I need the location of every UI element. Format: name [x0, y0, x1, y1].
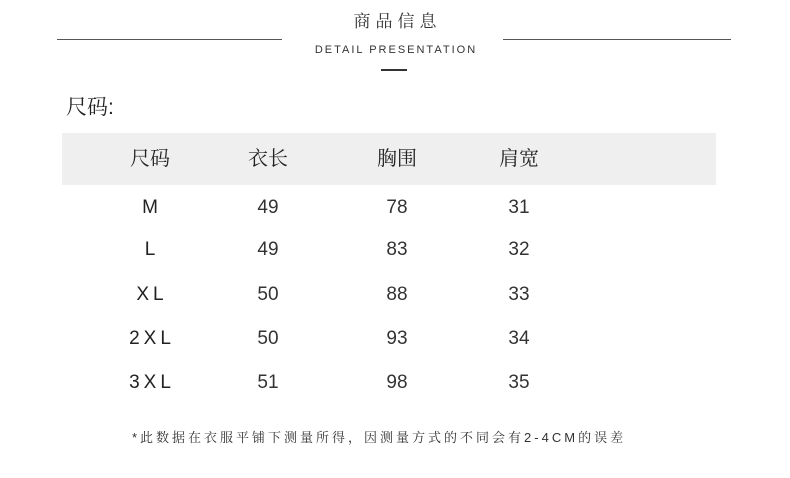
table-header-row [0, 133, 790, 185]
table-row [0, 193, 790, 223]
length-cell: 49 [257, 197, 279, 218]
chest-cell: 98 [386, 372, 408, 393]
shoulder-cell: 34 [508, 328, 530, 349]
chest-cell: 88 [386, 284, 408, 305]
table-row [0, 280, 790, 310]
shoulder-cell: 33 [508, 284, 530, 305]
measurement-footnote: *此数据在衣服平铺下测量所得，因测量方式的不同会有2-4CM的误差 [132, 430, 627, 445]
column-header-shoulder: 肩宽 [499, 148, 539, 170]
title-underline [381, 69, 407, 71]
size-cell: 2XL [129, 328, 175, 349]
page-subtitle: DETAIL PRESENTATION [314, 44, 478, 56]
column-header-size: 尺码 [130, 148, 170, 170]
length-cell: 51 [257, 372, 279, 393]
size-cell: 3XL [129, 372, 175, 393]
section-label: 尺码: [66, 96, 114, 119]
title-divider-right [503, 39, 731, 40]
chest-cell: 93 [386, 328, 408, 349]
size-cell: M [142, 197, 162, 218]
table-row [0, 324, 790, 354]
page-title: 商品信息 [353, 12, 442, 31]
size-cell: L [144, 239, 160, 260]
length-cell: 50 [257, 284, 279, 305]
title-divider-left [57, 39, 282, 40]
table-row [0, 368, 790, 398]
shoulder-cell: 32 [508, 239, 530, 260]
length-cell: 49 [257, 239, 279, 260]
table-row [0, 235, 790, 265]
column-header-length: 衣长 [248, 148, 288, 170]
shoulder-cell: 35 [508, 372, 530, 393]
chest-cell: 78 [386, 197, 408, 218]
size-cell: XL [136, 284, 168, 305]
column-header-chest: 胸围 [377, 148, 417, 170]
shoulder-cell: 31 [508, 197, 530, 218]
chest-cell: 83 [386, 239, 408, 260]
length-cell: 50 [257, 328, 279, 349]
